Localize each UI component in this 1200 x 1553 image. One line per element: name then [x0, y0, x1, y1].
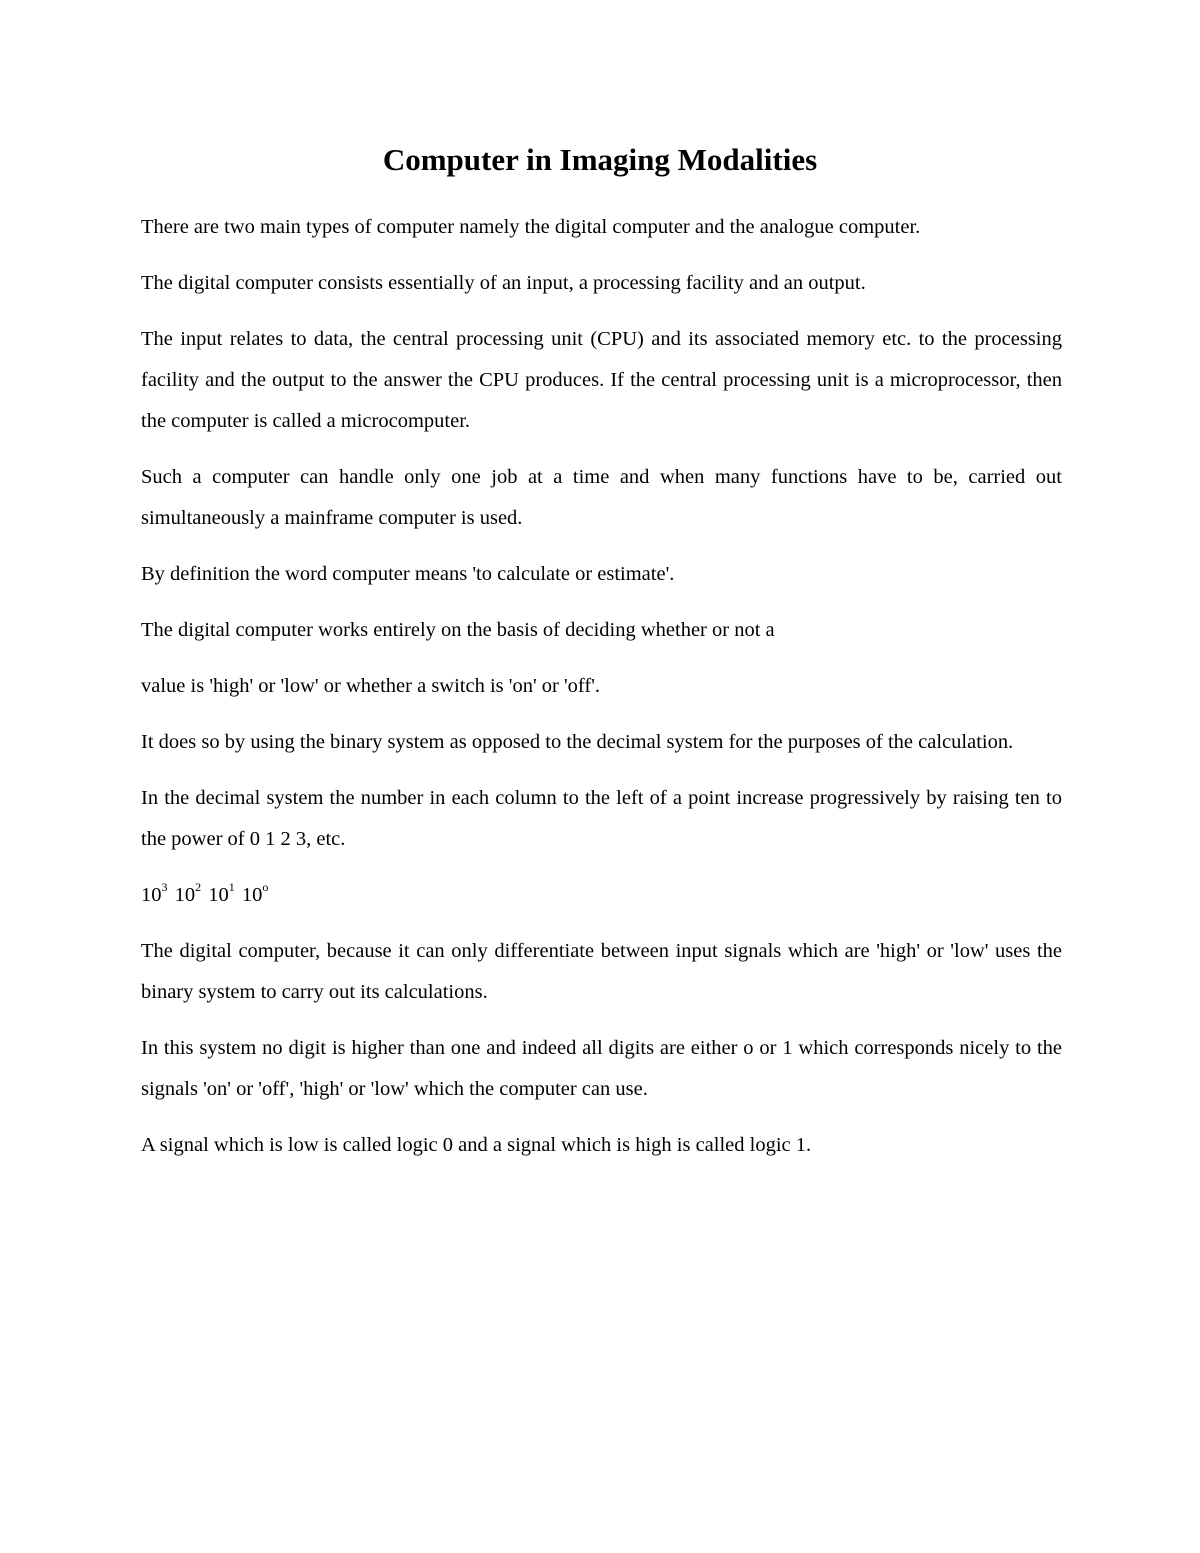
paragraph: The digital computer consists essentially of an input, a processing facility and an output. — [141, 272, 866, 294]
paragraph: It does so by using the binary system as opposed to the decimal system for the purposes of the calculation. — [141, 731, 1014, 753]
paragraph: In this system no digit is higher than one and indeed all digits are either o or 1 which corresponds nicely to the signals 'on' or 'off', 'high' or 'low' which the computer can use. — [141, 1037, 1062, 1100]
paragraph: A signal which is low is called logic 0 and a signal which is high is called logic 1. — [141, 1134, 812, 1156]
power-term: 10$^o$ — [241, 880, 269, 906]
document-body — [141, 207, 1062, 1181]
paragraph: The digital computer, because it can only differentiate between input signals which are 'high' or 'low' uses the binary system to carry out its calculations. — [141, 940, 1062, 1003]
paragraph: The digital computer works entirely on the basis of deciding whether or not a — [141, 619, 775, 641]
paragraph: Such a computer can handle only one job at a time and when many functions have to be, carried out simultaneously a mainframe computer is used. — [141, 466, 1062, 529]
paragraph: In the decimal system the number in each column to the left of a point increase progressively by raising ten to the power of 0 1 2 3, etc. — [141, 787, 1062, 850]
power-term: $10^3$ — [141, 880, 168, 906]
paragraph: value is 'high' or 'low' or whether a switch is 'on' or 'off'. — [141, 675, 601, 697]
power-term: $10^1$ — [208, 880, 235, 906]
paragraph: The input relates to data, the central processing unit (CPU) and its associated memory etc. to the processing facility and the output to the answer the CPU produces. If the central processing unit is a microprocessor, then the computer is called a microcomputer. — [141, 328, 1062, 432]
paragraph: There are two main types of computer namely the digital computer and the analogue computer. — [141, 216, 921, 238]
power-term: $10^2$ — [174, 880, 202, 906]
powers-of-ten-line — [141, 875, 1062, 916]
paragraph: By definition the word computer means 'to calculate or estimate'. — [141, 563, 675, 585]
document-title: Computer in Imaging Modalities — [382, 142, 818, 177]
